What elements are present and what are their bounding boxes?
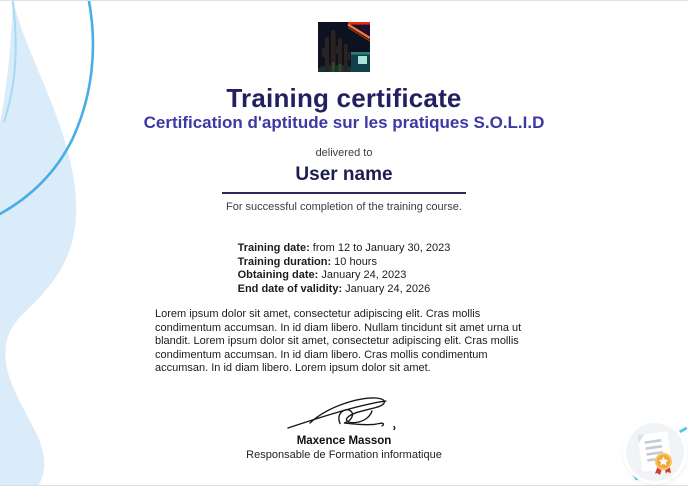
detail-label: Training duration: (237, 255, 332, 268)
detail-row-end-validity (238, 283, 451, 297)
delivered-to-label: delivered to (315, 147, 373, 159)
body-paragraph: Lorem ipsum dolor sit amet, consectetur adipiscing elit. Cras mollis condimentum accumsan. In id diam libero. Nullam tincidunt sit amet urna ut blandit. Lorem ipsum dolor sit amet, consectetur adipiscing elit. Cras mollis condimentum accumsan. In id diam libero. Cras mollis condimentum accumsan. In id diam libero. Lorem ipsum dolor sit amet. (155, 308, 522, 374)
company-logo-image (318, 22, 370, 72)
certificate-medal-icon (626, 423, 684, 481)
certificate-subtitle: Certification d'aptitude sur les pratiques S.O.L.I.D (143, 113, 545, 132)
signatory-title: Responsable de Formation informatique (246, 448, 442, 461)
award-badge (620, 417, 688, 486)
detail-value: from 12 to January 30, 2023 (309, 242, 451, 254)
certificate-title: Training certificate (226, 83, 462, 113)
detail-label: Obtaining date: (237, 269, 319, 281)
recipient-name: User name (295, 164, 393, 185)
training-details-list (238, 242, 451, 296)
signature-image (282, 396, 406, 432)
detail-row-training-duration (238, 256, 451, 270)
detail-row-obtaining-date (238, 269, 451, 283)
detail-value: 10 hours (331, 255, 377, 268)
detail-value: January 24, 2026 (342, 282, 431, 295)
name-underline (222, 192, 466, 194)
signatory-name: Maxence Masson (296, 434, 392, 447)
detail-value: January 24, 2023 (318, 269, 407, 281)
completion-text: For successful completion of the training course. (225, 201, 462, 213)
detail-label: Training date: (237, 242, 310, 254)
detail-row-training-date (238, 242, 451, 256)
detail-label: End date of validity: (237, 282, 343, 295)
